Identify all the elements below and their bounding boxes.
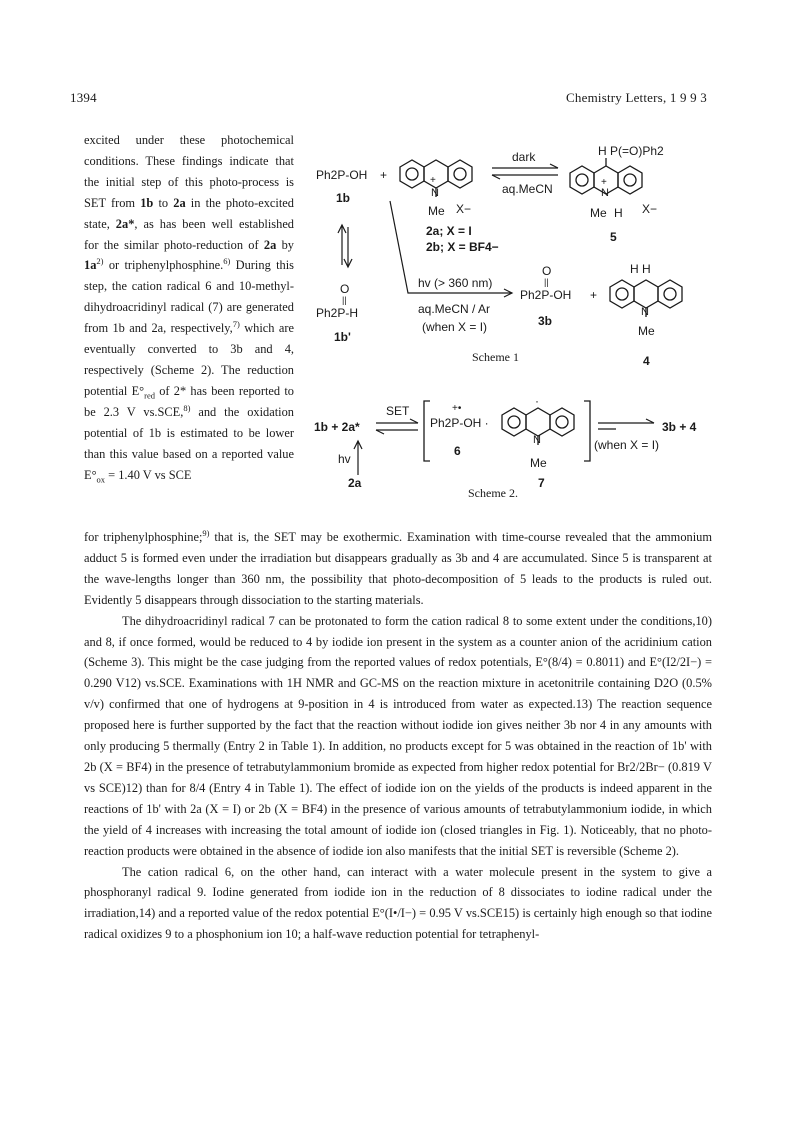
left-column-segment: in the photo-excited state, — [84, 195, 294, 231]
radical-dot-7: · — [535, 394, 539, 408]
s2-hv: hv — [338, 452, 351, 466]
equilibrium-arrows — [492, 164, 558, 179]
left-column-segment: 2a — [151, 321, 164, 336]
n-plus-5: N — [601, 187, 609, 199]
s2-when: (when X = I) — [594, 438, 660, 452]
label-2a: 2a; X = I — [426, 224, 472, 238]
label-3b: 3b — [538, 314, 553, 328]
s2-label-7: 7 — [538, 476, 545, 490]
s1-reagent-1b-prime: Ph2P-H — [316, 306, 359, 320]
s2-left: 1b + 2a* — [314, 420, 360, 434]
s1-reagent-1b: Ph2P-OH — [316, 168, 368, 182]
left-column-segment: 3b — [230, 342, 243, 357]
s2-label-2a: 2a — [348, 476, 362, 490]
left-column-segment: ox — [96, 473, 106, 484]
left-column-segment: 1b — [148, 425, 162, 440]
label-5: 5 — [610, 230, 617, 244]
plus-charge-2: + — [430, 175, 436, 186]
dbl-bond-3b: || — [544, 277, 549, 287]
page-number: 1394 — [70, 90, 97, 105]
left-column-segment: , respectively (Scheme 2). The reduction potential E° — [84, 342, 294, 398]
s1-plus-2: + — [590, 288, 598, 302]
h-5: H — [614, 206, 623, 220]
cond-dark: dark — [512, 150, 536, 164]
radical-cation-sign: +• — [452, 403, 462, 414]
s2-set-arrows — [376, 419, 418, 434]
left-column-segment: 6 — [205, 279, 212, 294]
scheme-drawing — [300, 125, 730, 525]
cond-solvent: aq.MeCN — [502, 182, 553, 196]
left-column-segment: During this step, the cation radical — [84, 258, 294, 294]
left-column-segment: 1b — [112, 321, 125, 336]
dbl-bond-1b-prime: || — [342, 295, 347, 305]
left-column-segment: 2* — [173, 383, 187, 398]
x-minus-5: X− — [642, 202, 658, 216]
x-minus-2: X− — [456, 202, 472, 216]
scheme2-caption: Scheme 2. — [468, 486, 518, 500]
scheme1-caption: Scheme 1 — [472, 350, 519, 364]
left-column-segment: of — [154, 383, 174, 398]
left-column-segment: which are eventually converted to — [84, 321, 294, 357]
left-column-segment: 8) — [183, 402, 191, 413]
o-1b-prime: O — [340, 282, 350, 296]
left-column-segment: and — [124, 321, 152, 336]
plus-charge-5: + — [601, 177, 607, 188]
left-column-segment: by — [276, 237, 294, 252]
left-column-segment: 4 — [284, 342, 291, 357]
scheme-figure — [300, 125, 730, 525]
adduct-top: H P(=O)Ph2 — [598, 144, 664, 158]
cond-ar: aq.MeCN / Ar — [418, 302, 491, 316]
full-width-text — [84, 527, 712, 945]
me-5: Me — [590, 206, 607, 220]
left-column-segment: 2) — [96, 256, 104, 267]
s2-product-arrow — [598, 419, 654, 429]
s2-products: 3b + 4 — [662, 420, 697, 434]
left-column-segment: is estimated to be lower than this value based on a reported value E° — [84, 425, 294, 482]
cond-when: (when X = I) — [422, 320, 488, 334]
left-column-segment: 1b — [140, 195, 154, 210]
n-plus-2: N — [431, 187, 439, 199]
n-4: N — [641, 306, 649, 318]
s2-set: SET — [386, 404, 410, 418]
s1-label-1b: 1b — [336, 191, 351, 205]
left-column-segment: 1a — [84, 258, 97, 273]
me-4: Me — [638, 324, 655, 338]
left-column-segment: 7) — [232, 319, 240, 330]
left-column-segment: and 10-methyl-dihydroacridinyl radical ( — [84, 279, 294, 315]
left-column-segment: 7 — [212, 300, 219, 315]
left-column-segment: excited under these photochemical conditions. These findings indicate that the initial step of this photo-process is SET from — [84, 133, 294, 210]
left-column-segment: or triphenylphosphine. — [103, 258, 224, 273]
left-column-segment: 2a* — [115, 216, 135, 231]
o-3b: O — [542, 264, 552, 278]
product-3b: Ph2P-OH — [520, 288, 572, 302]
me-7: Me — [530, 456, 547, 470]
label-2b: 2b; X = BF4− — [426, 240, 499, 254]
paragraph-1-tail: for triphenylphosphine;$^{9)}$ that is, the SET may be exothermic. Examination with time-course revealed that the ammonium adduct 5 is formed even under the irradiation but disappears gradually as 3b and 4 are accumulated. Since 5 is transparent at the wave-lengths longer than 360 nm, the possibility that photo-decomposition of 5 leads to the products is ruled out. Evidently 5 disappears through dissociation to the starting materials. — [84, 527, 712, 607]
tautomer-arrows — [338, 225, 352, 267]
left-column-segment: 2a — [263, 237, 277, 252]
cond-hv: hv (> 360 nm) — [418, 276, 493, 290]
s2-radical-cation: Ph2P-OH · — [430, 416, 489, 430]
left-column-segment: to — [153, 195, 174, 210]
journal-header: Chemistry Letters, 1 9 9 3 — [566, 90, 707, 105]
left-column-segment: = 1.40 V vs SCE — [105, 467, 192, 482]
label-4: 4 — [643, 354, 650, 368]
n-7: N — [533, 434, 541, 446]
s2-label-6: 6 — [454, 444, 461, 458]
paragraph-3: The cation radical 6, on the other hand, can interact with a water molecule present in the system to give a phosphoranyl radical 9. Iodine generated from iodide ion in the reduction of 8 dissociates to iodine radical under the irradiation,14) and a reported value of the redox potential E°(I•/I−) = 0.95 V vs.SCE15) is certainly high enough so that iodine radical oxidizes 9 to a phosphonium ion 10; a half-wave reduction potential for tetraphenyl- — [84, 864, 712, 942]
s1-label-1b-prime: 1b' — [334, 330, 351, 344]
s1-plus-1: + — [380, 168, 388, 182]
left-column-segment: , respectively, — [163, 321, 233, 336]
h-h-4: H H — [630, 262, 651, 276]
left-column-segment: 6) — [223, 256, 231, 267]
left-column-segment: has been reported to be 2.3 V vs.SCE, — [84, 383, 294, 419]
left-column-segment: red — [144, 390, 155, 401]
left-column-segment: ) are generated from — [84, 300, 294, 336]
left-column-segment: 2a — [173, 195, 186, 210]
s2-hv-arrow — [354, 441, 362, 475]
left-column-text — [84, 130, 294, 485]
left-column-segment: and — [242, 342, 285, 357]
paragraph-2: The dihydroacridinyl radical 7 can be protonated to form the cation radical 8 to some extent under the conditions,10) and 8, if once formed, would be reduced to 4 by iodide ion present in the system as a counter anion of the acridinium cation (Scheme 3). This might be the case judging from the reported values of redox potentials, E°(8/4) = 0.8011) and E°(I2/2I−) = 0.290 V12) vs.SCE. Examinations with 1H NMR and GC-MS on the reaction mixture in acetonitrile containing D2O (0.5% v/v) confirmed that one of hydrogens at 9-position in 4 is introduced from water as expected.13) The reaction sequence proposed here is further supported by the fact that the reaction without iodide ion gives neither 3b nor 4 in any amounts with only producing 5 thermally (Entry 2 in Table 1). In addition, no products except for 5 was obtained in the reaction of 1b' with 2b (X = BF4) in the presence of tetrabutylammonium bromide as expected from higher redox potential for Br2/2Br− (0.819 V vs SCE)12) than for 8/4 (Entry 4 in Table 1). The effect of iodide ion on the yields of the products is indeed apparent in the reactions of 1b' with 2a (X = I) or 2b (X = BF4) in the presence of various amounts of tetrabutylammonium iodide, in which the yield of 4 increases with increasing the total amount of iodide ion (closed triangles in Fig. 1). Noticeably, that no photo-reaction products were obtained in the absence of iodide ion also manifests that the initial SET is reversible (Scheme 2). — [84, 613, 712, 858]
left-column-segment: and the oxidation potential of — [84, 404, 294, 440]
left-column-segment: , as has been well established for the similar photo-reduction of — [84, 216, 295, 252]
me-2: Me — [428, 204, 445, 218]
